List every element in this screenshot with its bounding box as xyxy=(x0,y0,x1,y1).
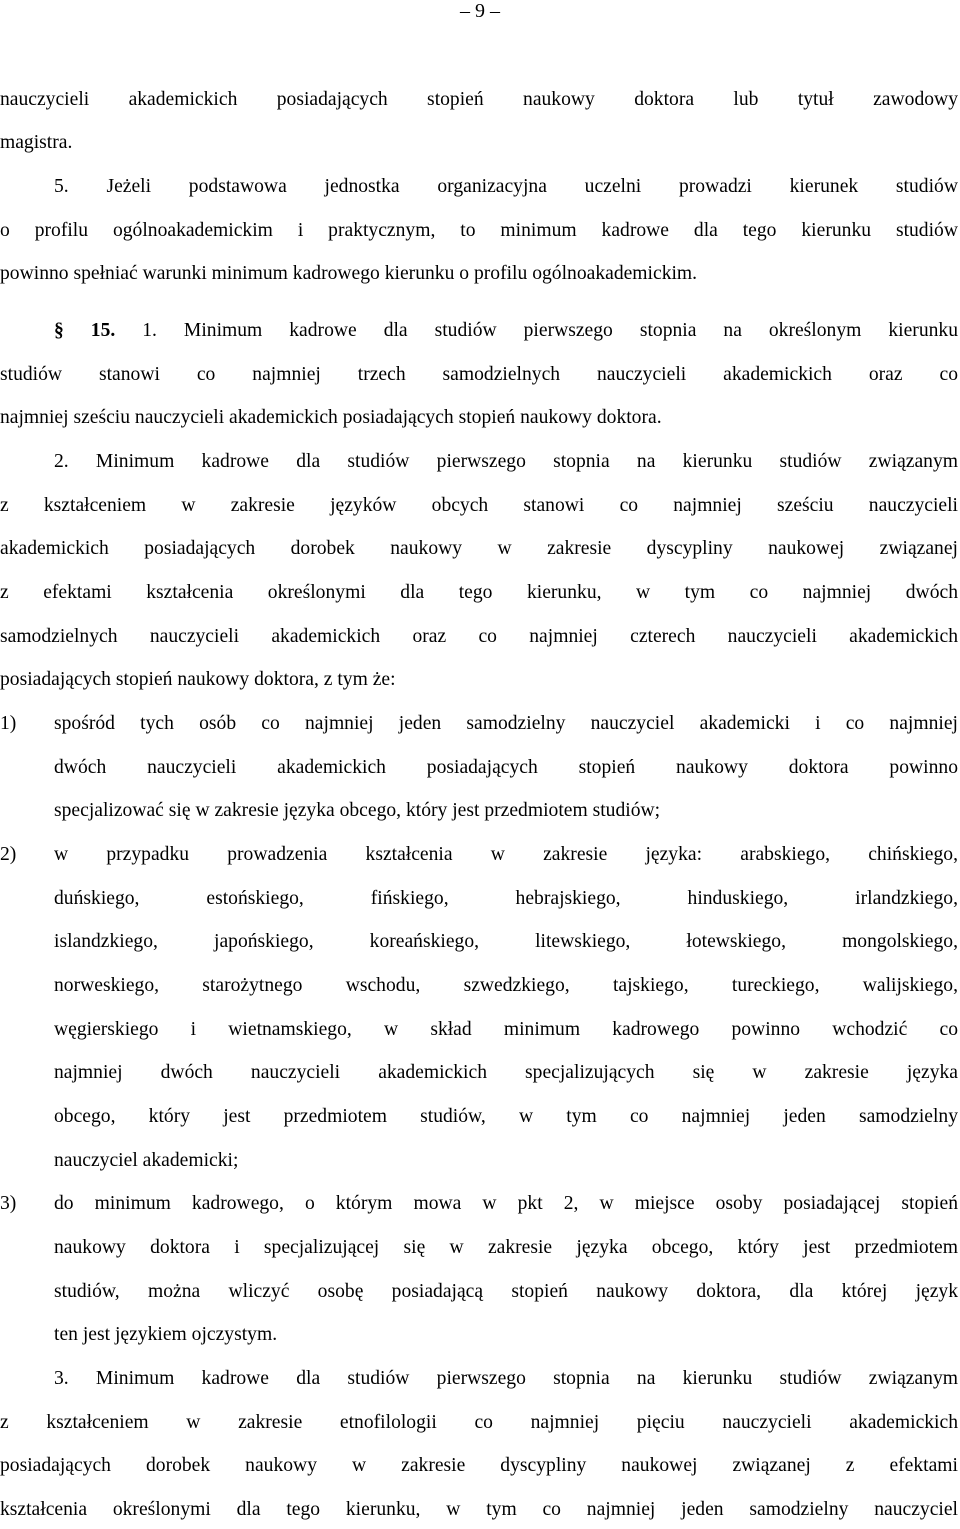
text-line: powinno spełniać warunki minimum kadrowego kierunku o profilu ogólnoakademickim. xyxy=(0,263,698,284)
text-line: studiów stanowi co najmniej trzech samodzielnych nauczycieli akademickich oraz co xyxy=(0,364,958,385)
text-line: z efektami kształcenia określonymi dla tego kierunku, w tym co najmniej dwóch xyxy=(0,582,958,603)
list-item-2-line: nauczyciel akademicki; xyxy=(54,1150,239,1171)
page-number: – 9 – xyxy=(460,0,500,22)
text-line: z kształceniem w zakresie języków obcych stanowi co najmniej sześciu nauczycieli xyxy=(0,495,958,516)
text-line: nauczycieli akademickich posiadających stopień naukowy doktora lub tytuł zawodowy xyxy=(0,89,958,110)
list-item-3-line: ten jest językiem ojczystym. xyxy=(54,1324,278,1345)
list-item-3-line: studiów, można wliczyć osobę posiadającą stopień naukowy doktora, dla której język xyxy=(54,1281,958,1302)
text-line: 1. Minimum kadrowe dla studiów pierwszego stopnia na określonym kierunku xyxy=(115,320,959,341)
list-item-2-line: w przypadku prowadzenia kształcenia w zakresie języka: arabskiego, chińskiego, xyxy=(54,844,958,865)
list-marker: 2) xyxy=(0,844,17,865)
text-line: najmniej sześciu nauczycieli akademickich posiadających stopień naukowy doktora. xyxy=(0,407,662,428)
text-line: akademickich posiadających dorobek naukowy w zakresie dyscypliny naukowej związanej xyxy=(0,538,958,559)
text-line: posiadających stopień naukowy doktora, z tym że: xyxy=(0,669,396,690)
text-line: posiadających dorobek naukowy w zakresie dyscypliny naukowej związanej z efektami xyxy=(0,1455,958,1476)
paragraph-2-start: 2. Minimum kadrowe dla studiów pierwszego stopnia na kierunku studiów związanym xyxy=(54,451,958,472)
list-marker: 3) xyxy=(0,1193,17,1214)
list-item-2-line: duńskiego, estońskiego, fińskiego, hebrajskiego, hinduskiego, irlandzkiego, xyxy=(54,888,958,909)
list-item-3-line: naukowy doktora i specjalizującej się w zakresie języka obcego, który jest przedmiotem xyxy=(54,1237,958,1258)
list-item-2-line: węgierskiego i wietnamskiego, w skład minimum kadrowego powinno wchodzić co xyxy=(54,1019,958,1040)
text-line: z kształceniem w zakresie etnofilologii co najmniej pięciu nauczycieli akademickich xyxy=(0,1412,958,1433)
list-item-3-line: do minimum kadrowego, o którym mowa w pkt 2, w miejsce osoby posiadającej stopień xyxy=(54,1193,958,1214)
text-line: magistra. xyxy=(0,132,73,153)
text-line: samodzielnych nauczycieli akademickich oraz co najmniej czterech nauczycieli akademickich xyxy=(0,626,958,647)
list-marker: 1) xyxy=(0,713,17,734)
list-item-2-line: islandzkiego, japońskiego, koreańskiego, litewskiego, łotewskiego, mongolskiego, xyxy=(54,931,958,952)
list-item-2-line: najmniej dwóch nauczycieli akademickich specjalizujących się w zakresie języka xyxy=(54,1062,958,1083)
paragraph-3-start: 3. Minimum kadrowe dla studiów pierwszego stopnia na kierunku studiów związanym xyxy=(54,1368,958,1389)
text-line: o profilu ogólnoakademickim i praktycznym, to minimum kadrowe dla tego kierunku studiów xyxy=(0,220,958,241)
section-15-heading-line xyxy=(54,318,958,344)
list-item-2-line: obcego, który jest przedmiotem studiów, w tym co najmniej jeden samodzielny xyxy=(54,1106,958,1127)
list-item-1-line: dwóch nauczycieli akademickich posiadających stopień naukowy doktora powinno xyxy=(54,757,958,778)
text-line: kształcenia określonymi dla tego kierunku, w tym co najmniej jeden samodzielny nauczyciel xyxy=(0,1499,958,1520)
paragraph-5-start: 5. Jeżeli podstawowa jednostka organizacyjna uczelni prowadzi kierunek studiów xyxy=(54,176,958,197)
section-number: § 15. xyxy=(54,320,116,341)
list-item-2-line: norweskiego, starożytnego wschodu, szwedzkiego, tajskiego, tureckiego, walijskiego, xyxy=(54,975,958,996)
list-item-1-line: specjalizować się w zakresie języka obcego, który jest przedmiotem studiów; xyxy=(54,800,661,821)
list-item-1-line: spośród tych osób co najmniej jeden samodzielny nauczyciel akademicki i co najmniej xyxy=(54,713,958,734)
